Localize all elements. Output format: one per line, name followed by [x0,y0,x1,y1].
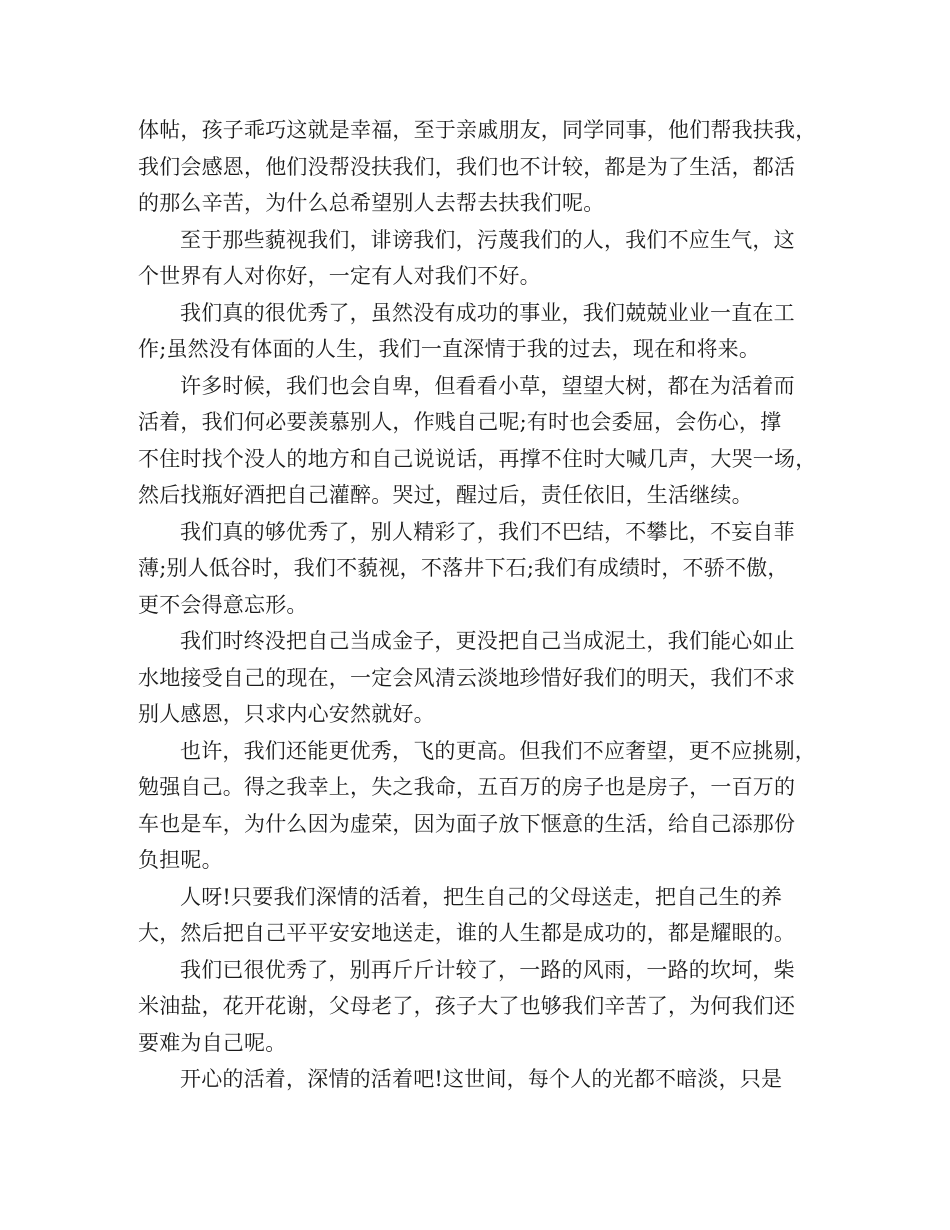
text-line: 作;虽然没有体面的人生，我们一直深情于我的过去，现在和将来。 [138,337,761,361]
paragraph-first-line: 也许，我们还能更优秀，飞的更高。但我们不应奢望，更不应挑剔， [180,738,816,763]
paragraph-first-line: 人呀!只要我们深情的活着，把生自己的父母送走，把自己生的养 [180,884,783,909]
text-line: 别人感恩，只求内心安然就好。 [138,702,435,726]
text-line: 个世界有人对你好，一定有人对我们不好。 [138,264,541,288]
text-line: 大，然后把自己平平安安地送走，谁的人生都是成功的，都是耀眼的。 [138,921,796,945]
paragraph-first-line: 许多时候，我们也会自卑，但看看小草，望望大树，都在为活着而 [180,373,795,398]
text-line: 勉强自己。得之我幸上，失之我命，五百万的房子也是房子，一百万的 [138,775,796,799]
text-line: 米油盐，花开花谢，父母老了，孩子大了也够我们辛苦了，为何我们还 [138,994,796,1018]
text-line: 的那么辛苦，为什么总希望别人去帮去扶我们呢。 [138,191,605,215]
text-line: 车也是车，为什么因为虚荣，因为面子放下惬意的生活，给自己添那份 [138,811,796,836]
document-body [138,112,828,1098]
text-line: 薄;别人低谷时，我们不藐视，不落井下石;我们有成绩时，不骄不傲， [138,556,789,580]
text-line: 要难为自己呢。 [138,1030,287,1055]
paragraph-first-line: 我们真的很优秀了，虽然没有成功的事业，我们兢兢业业一直在工 [180,300,795,325]
paragraph-first-line: 我们真的够优秀了，别人精彩了，我们不巴结，不攀比，不妄自菲 [180,519,795,544]
paragraph-first-line: 开心的活着，深情的活着吧!这世间，每个人的光都不暗淡，只是 [180,1067,783,1091]
text-line: 水地接受自己的现在，一定会风清云淡地珍惜好我们的明天，我们不求 [138,665,796,690]
paragraph-first-line: 我们时终没把自己当成金子，更没把自己当成泥土，我们能心如止 [180,629,795,653]
text-line: 不住时找个没人的地方和自己说说话，再撑不住时大喊几声，大哭一场， [138,446,817,471]
text-line: 然后找瓶好酒把自己灌醉。哭过，醒过后，责任依旧，生活继续。 [138,483,753,507]
text-line: 体帖，孩子乖巧这就是幸福，至于亲戚朋友，同学同事，他们帮我扶我， [138,118,817,142]
paragraph-first-line: 至于那些藐视我们，诽谤我们，污蔑我们的人，我们不应生气，这 [180,227,795,252]
text-line: 我们会感恩，他们没帮没扶我们，我们也不计较，都是为了生活，都活 [138,154,796,179]
text-line: 更不会得意忘形。 [138,592,308,617]
text-line: 负担呢。 [138,848,223,872]
text-line: 活着，我们何必要羡慕别人，作贱自己呢;有时也会委屈，会伤心，撑 [138,410,782,434]
paragraph-first-line: 我们已很优秀了，别再斤斤计较了，一路的风雨，一路的坎坷，柴 [180,957,795,982]
